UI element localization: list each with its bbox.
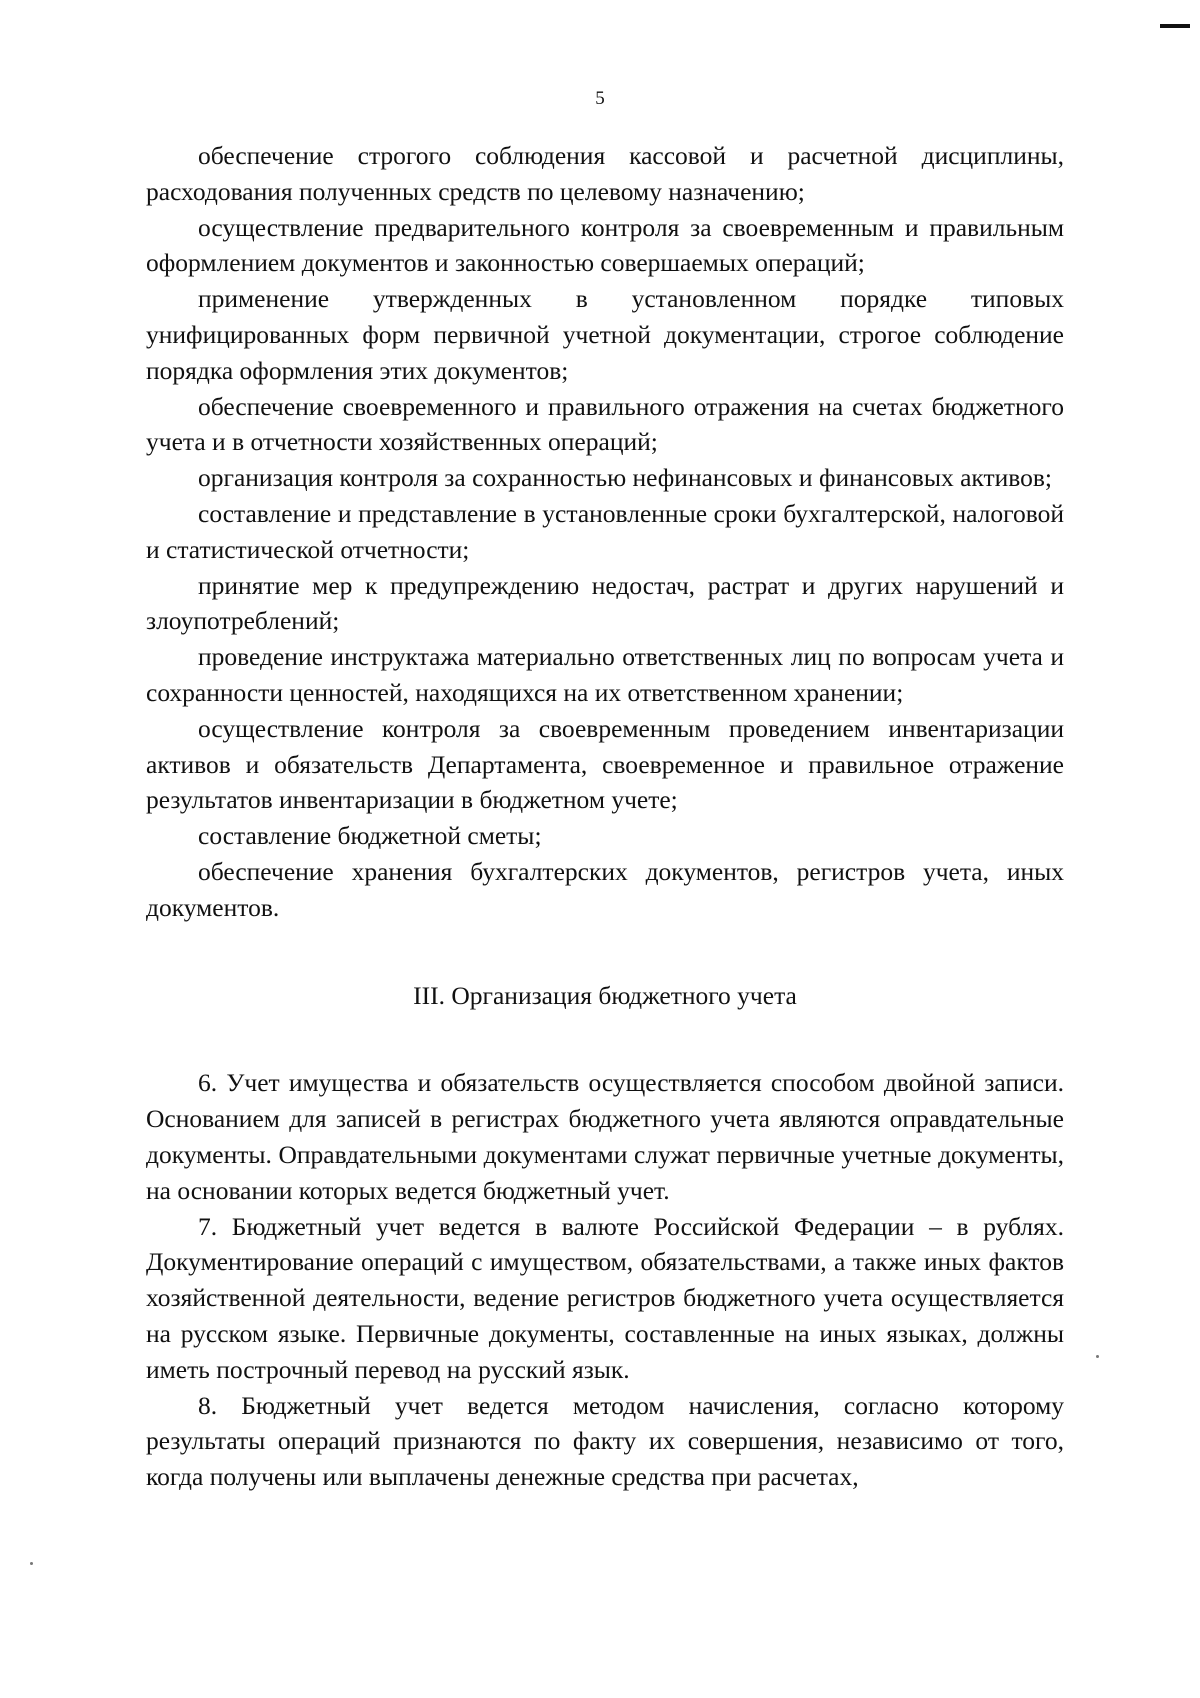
list-item: обеспечение строгого соблюдения кассовой и расчетной дисциплины, расходования полученных средств по целевому назначению; bbox=[146, 141, 1064, 206]
scan-speck bbox=[1096, 1355, 1099, 1358]
list-item: применение утвержденных в установленном порядке типовых унифицированных форм первичной учетной документации, строгое соблюдение порядка оформления этих документов; bbox=[146, 284, 1064, 385]
scan-speck bbox=[30, 1562, 33, 1565]
page-number: 5 bbox=[595, 88, 605, 109]
list-item: обеспечение хранения бухгалтерских документов, регистров учета, иных документов. bbox=[146, 856, 1064, 922]
list-item: осуществление предварительного контроля за своевременным и правильным оформлением документов и законностью совершаемых операций; bbox=[146, 212, 1064, 278]
list-item: принятие мер к предупреждению недостач, растрат и других нарушений и злоупотреблений; bbox=[146, 570, 1064, 636]
list-item: осуществление контроля за своевременным проведением инвентаризации активов и обязательств Департамента, своевременное и правильное отражение результатов инвентаризации в бюджетном учете; bbox=[146, 713, 1064, 815]
list-item: обеспечение своевременного и правильного отражения на счетах бюджетного учета и в отчетности хозяйственных операций; bbox=[146, 391, 1064, 457]
scan-corner-mark bbox=[1160, 24, 1190, 28]
section-heading: III. Организация бюджетного учета bbox=[413, 980, 797, 1010]
list-item: составление бюджетной сметы; bbox=[198, 821, 542, 851]
list-item: проведение инструктажа материально ответственных лиц по вопросам учета и сохранности ценностей, находящихся на их ответственном хранении; bbox=[146, 642, 1064, 707]
numbered-paragraph: 7. Бюджетный учет ведется в валюте Российской Федерации – в рублях. Документирование операций с имуществом, обязательствами, а также иных фактов хозяйственной деятельности, ведение регистров бюджетного учета осуществляется на русском языке. Первичные документы, составленные на иных языках, должны иметь построчный перевод на русский язык. bbox=[146, 1211, 1064, 1384]
list-item: организация контроля за сохранностью нефинансовых и финансовых активов; bbox=[198, 463, 1053, 493]
numbered-paragraph: 6. Учет имущества и обязательств осуществляется способом двойной записи. Основанием для записей в регистрах бюджетного учета являются оправдательные документы. Оправдательными документами служат первичные учетные документы, на основании которых ведется бюджетный учет. bbox=[146, 1068, 1064, 1205]
numbered-paragraph: 8. Бюджетный учет ведется методом начисления, согласно которому результаты операций признаются по факту их совершения, независимо от того, когда получены или выплачены денежные средства при расчетах, bbox=[146, 1390, 1064, 1492]
list-item: составление и представление в установленные сроки бухгалтерской, налоговой и статистической отчетности; bbox=[146, 498, 1064, 564]
document-body bbox=[146, 138, 1064, 1495]
